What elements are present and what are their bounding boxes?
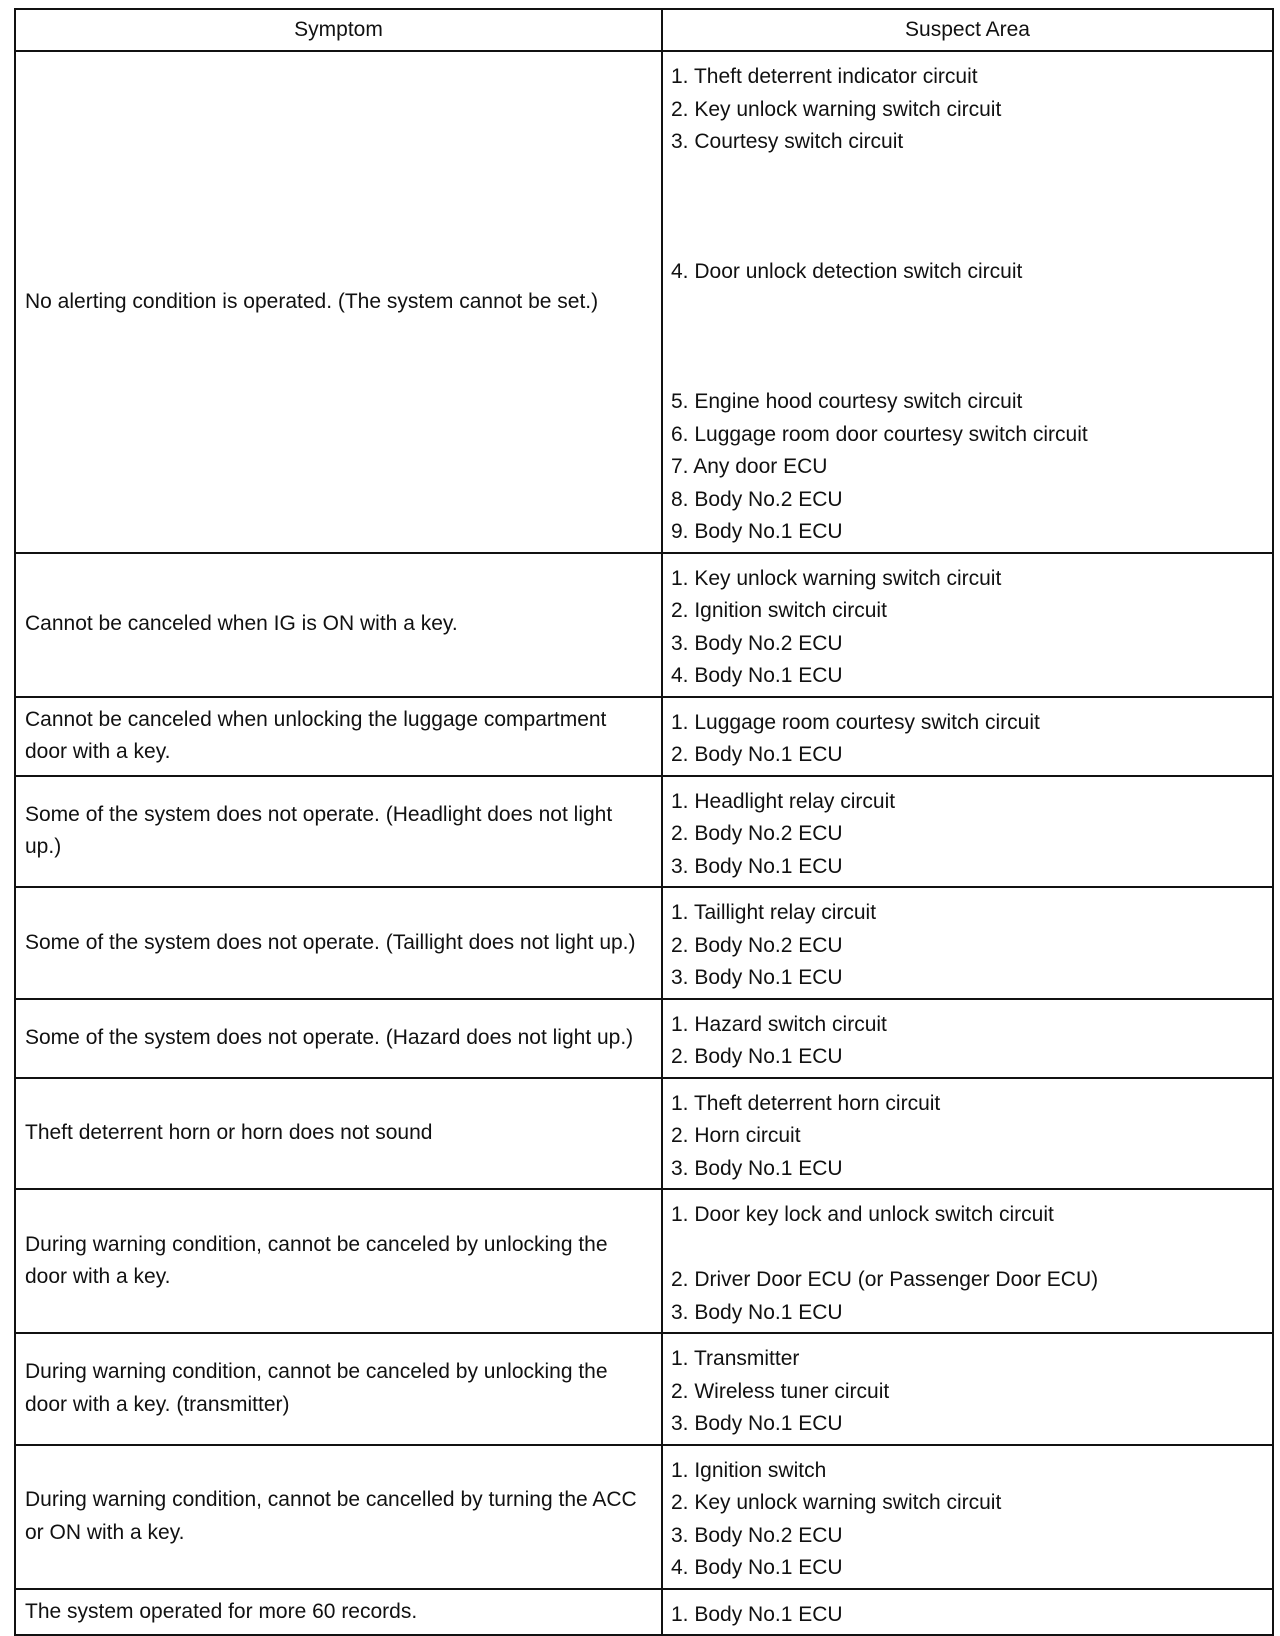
suspect-area-item: 4. Body No.1 ECU <box>671 664 843 687</box>
suspect-area-item: 4. Door unlock detection switch circuit <box>671 260 1023 283</box>
suspect-area-cell <box>662 1189 1273 1333</box>
suspect-area-item: 1. Hazard switch circuit <box>671 1012 887 1036</box>
suspect-area-item: 3. Body No.1 ECU <box>671 1156 843 1180</box>
suspect-area-item: 2. Body No.2 ECU <box>671 933 843 957</box>
table-row <box>15 1445 1273 1589</box>
blank-spacer <box>671 1232 1264 1265</box>
blank-spacer <box>671 159 1264 257</box>
suspect-area-item: 4. Body No.1 ECU <box>671 1556 843 1579</box>
table-row <box>15 1589 1273 1636</box>
table-row <box>15 697 1273 776</box>
suspect-area-item: 1. Theft deterrent indicator circuit <box>671 65 978 88</box>
suspect-area-item: 3. Body No.1 ECU <box>671 1412 843 1435</box>
suspect-area-cell <box>662 887 1273 999</box>
table-row <box>15 1078 1273 1190</box>
suspect-area-item: 3. Body No.1 ECU <box>671 1300 843 1324</box>
suspect-area-item: 5. Engine hood courtesy switch circuit <box>671 390 1023 413</box>
suspect-area-item: 1. Key unlock warning switch circuit <box>671 566 1002 590</box>
suspect-area-item: 8. Body No.2 ECU <box>671 487 843 511</box>
symptom-cell: Cannot be canceled when IG is ON with a key. <box>15 553 662 697</box>
blank-spacer <box>671 289 1264 387</box>
suspect-area-item: 9. Body No.1 ECU <box>671 520 843 543</box>
suspect-area-item: 2. Body No.1 ECU <box>671 743 843 766</box>
suspect-area-cell <box>662 1333 1273 1445</box>
suspect-area-cell <box>662 999 1273 1078</box>
suspect-area-item: 3. Body No.1 ECU <box>671 966 843 989</box>
suspect-area-item: 1. Ignition switch <box>671 1458 827 1482</box>
suspect-area-item: 1. Luggage room courtesy switch circuit <box>671 710 1040 734</box>
symptom-cell: Some of the system does not operate. (Hazard does not light up.) <box>15 999 662 1078</box>
suspect-area-item: 1. Door key lock and unlock switch circuit <box>671 1203 1054 1226</box>
table-header-row <box>15 9 1273 51</box>
suspect-area-item: 1. Headlight relay circuit <box>671 789 896 813</box>
symptom-cell: No alerting condition is operated. (The system cannot be set.) <box>15 51 662 553</box>
suspect-area-item: 3. Courtesy switch circuit <box>671 130 904 153</box>
suspect-area-cell <box>662 776 1273 888</box>
suspect-area-item: 3. Body No.2 ECU <box>671 1523 843 1547</box>
suspect-area-item: 7. Any door ECU <box>671 455 828 478</box>
table-row <box>15 887 1273 999</box>
table-row <box>15 999 1273 1078</box>
suspect-area-cell <box>662 51 1273 553</box>
table-row <box>15 553 1273 697</box>
symptom-cell: Some of the system does not operate. (Taillight does not light up.) <box>15 887 662 999</box>
suspect-area-item: 2. Wireless tuner circuit <box>671 1379 890 1403</box>
suspect-area-item: 1. Transmitter <box>671 1347 800 1370</box>
suspect-area-item: 6. Luggage room door courtesy switch circuit <box>671 422 1088 446</box>
table-row <box>15 1333 1273 1445</box>
symptom-cell: During warning condition, cannot be cancelled by turning the ACC or ON with a key. <box>15 1445 662 1589</box>
suspect-area-cell <box>662 1078 1273 1190</box>
suspect-area-cell <box>662 1589 1273 1636</box>
suspect-area-cell <box>662 697 1273 776</box>
symptom-cell: During warning condition, cannot be canceled by unlocking the door with a key. <box>15 1189 662 1333</box>
suspect-area-item: 1. Body No.1 ECU <box>671 1602 843 1626</box>
symptom-cell: Theft deterrent horn or horn does not sound <box>15 1078 662 1190</box>
symptom-cell: Some of the system does not operate. (Headlight does not light up.) <box>15 776 662 888</box>
symptom-cell: During warning condition, cannot be canceled by unlocking the door with a key. (transmitter) <box>15 1333 662 1445</box>
suspect-area-item: 2. Body No.1 ECU <box>671 1045 843 1068</box>
suspect-area-item: 2. Driver Door ECU (or Passenger Door ECU) <box>671 1268 1099 1291</box>
symptom-column-header: Symptom <box>15 9 662 51</box>
suspect-area-cell <box>662 1445 1273 1589</box>
suspect-area-item: 3. Body No.1 ECU <box>671 854 843 878</box>
table-row <box>15 51 1273 553</box>
table-row <box>15 1189 1273 1333</box>
suspect-area-item: 3. Body No.2 ECU <box>671 631 843 655</box>
table-row <box>15 776 1273 888</box>
suspect-area-item: 2. Ignition switch circuit <box>671 599 887 622</box>
suspect-area-column-header: Suspect Area <box>662 9 1273 51</box>
symptom-cell: The system operated for more 60 records. <box>15 1589 662 1636</box>
symptom-cell: Cannot be canceled when unlocking the luggage compartment door with a key. <box>15 697 662 776</box>
suspect-area-item: 2. Body No.2 ECU <box>671 822 843 845</box>
troubleshooting-table <box>14 8 1274 1636</box>
suspect-area-item: 2. Horn circuit <box>671 1124 801 1147</box>
suspect-area-cell <box>662 553 1273 697</box>
suspect-area-item: 1. Taillight relay circuit <box>671 901 877 924</box>
suspect-area-item: 2. Key unlock warning switch circuit <box>671 1491 1002 1514</box>
suspect-area-item: 2. Key unlock warning switch circuit <box>671 97 1002 121</box>
suspect-area-item: 1. Theft deterrent horn circuit <box>671 1091 941 1115</box>
